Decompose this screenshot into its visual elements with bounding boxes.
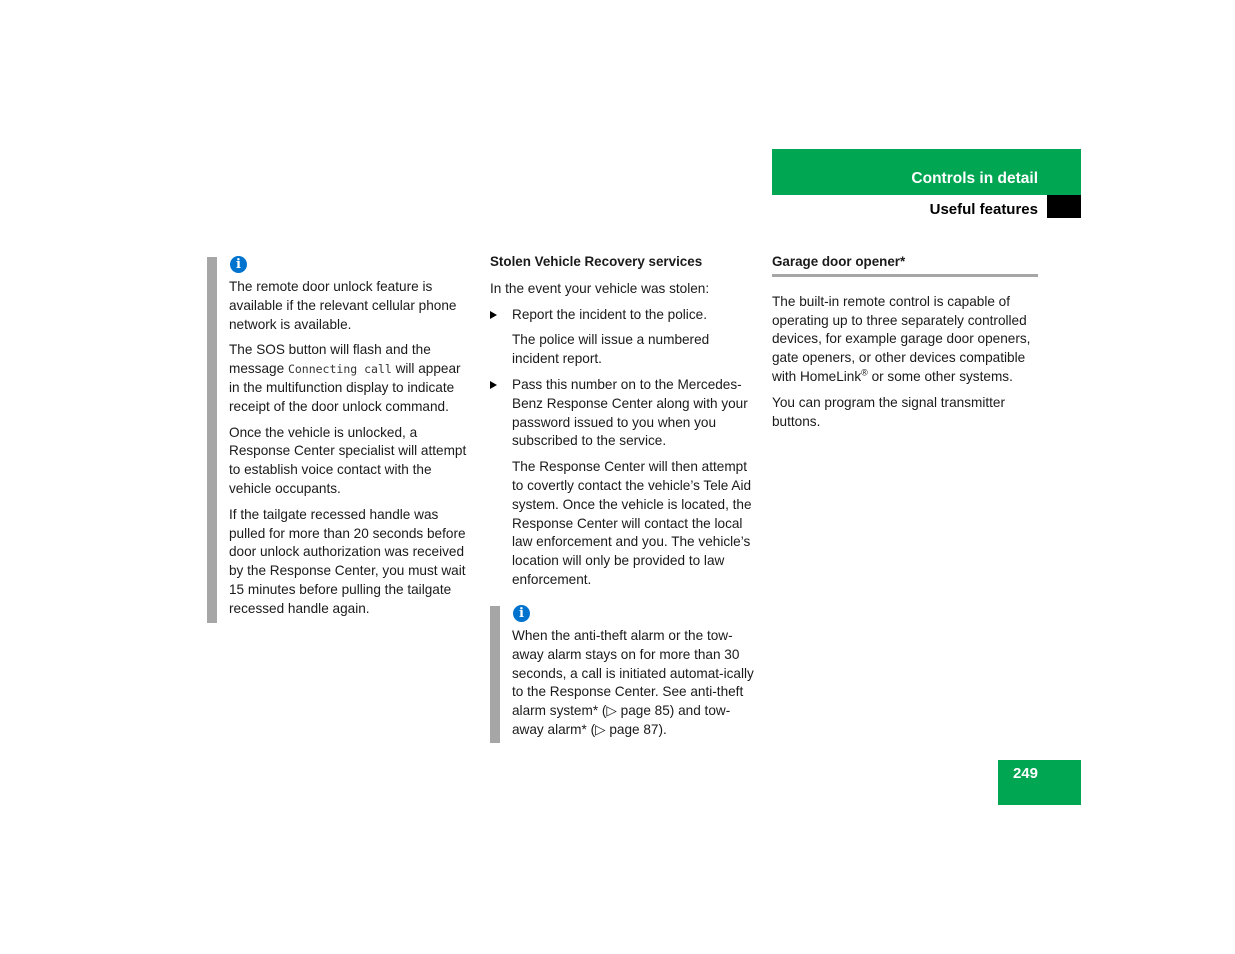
bullet-arrow-icon <box>490 381 497 389</box>
section-tab-marker <box>1047 195 1081 218</box>
body-paragraph: The built-in remote control is capable of operating up to three separately controlled devices, for example garage door openers, gate openers, or other devices compatible with HomeLink® or some other systems. <box>772 293 1031 384</box>
garage-door-section <box>772 253 1038 438</box>
note-paragraph: The remote door unlock feature is available if the relevant cellular phone network is available. <box>229 279 457 332</box>
body-paragraph: You can program the signal transmitter buttons. <box>772 394 1005 429</box>
step-item: Pass this number on to the Mercedes-Benz Response Center along with your password issued to you when you subscribed to the service. <box>490 376 756 451</box>
step-result: The police will issue a numbered incident report. <box>512 332 710 367</box>
info-icon: i <box>230 256 247 273</box>
chapter-title: Controls in detail <box>911 170 1038 187</box>
note-bar-middle <box>490 606 500 743</box>
note-paragraph: Once the vehicle is unlocked, a Response Center specialist will attempt to establish voice contact with the vehicle occupants. <box>229 424 467 496</box>
heading-rule <box>772 274 1038 277</box>
section-title: Useful features <box>929 201 1038 218</box>
stolen-vehicle-section <box>490 253 756 597</box>
note-paragraph: When the anti-theft alarm or the tow-away alarm stays on for more than 30 seconds, a call is initiated automat-ically to the Response Center. See anti-theft alarm system* (▷ page 85) and tow-away alarm* (▷ page 87). <box>512 628 754 737</box>
page-number: 249 <box>1012 765 1038 782</box>
step-result: The Response Center will then attempt to covertly contact the vehicle’s Tele Aid system. Once the vehicle is located, the Response Center will contact the local law enforcement and you. The vehicle’s location will only be provided to law enforcement. <box>512 459 752 587</box>
middle-note <box>512 627 757 747</box>
note-bar-left <box>207 257 217 623</box>
note-paragraph: The SOS button will flash and the message Connecting call will appear in the multifunction display to indicate receipt of the door unlock command. <box>229 342 461 414</box>
display-message: Connecting call <box>287 362 392 377</box>
step-item: Report the incident to the police. <box>490 306 756 325</box>
intro-text: In the event your vehicle was stolen: <box>490 280 710 296</box>
bullet-arrow-icon <box>490 311 497 319</box>
section-heading: Garage door opener* <box>772 254 906 269</box>
left-note <box>229 278 474 626</box>
note-paragraph: If the tailgate recessed handle was pulled for more than 20 seconds before door unlock authorization was received by the Response Center, you must wait 15 minutes before pulling the tailgate recessed handle again. <box>229 506 466 616</box>
info-icon: i <box>513 605 530 622</box>
section-heading: Stolen Vehicle Recovery services <box>490 254 703 269</box>
